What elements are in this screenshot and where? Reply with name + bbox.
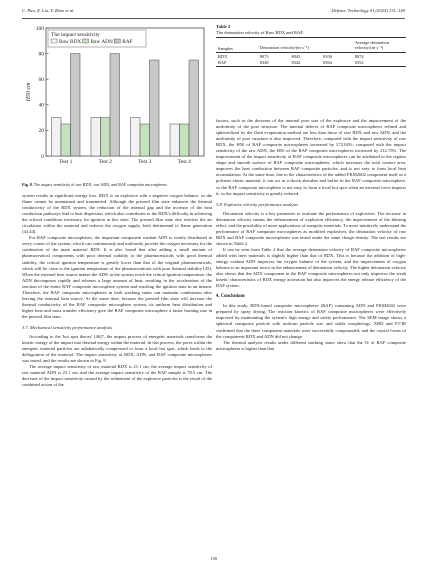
figure-caption-text: The impact sensitivity of raw RDX, raw ADN, and RAF composite microspheres.	[33, 182, 168, 187]
legend-swatch	[83, 39, 89, 43]
table-row	[216, 60, 406, 67]
bar-raw-adn	[101, 118, 111, 156]
table-cell: 8073	[259, 53, 269, 59]
left-column	[22, 193, 212, 388]
legend-swatch	[114, 39, 120, 43]
table-cell: 8348	[259, 60, 269, 66]
running-header	[22, 8, 405, 18]
legend-label: RAF	[122, 38, 133, 45]
figure-8	[22, 22, 210, 182]
legend-label: Raw RDX	[59, 38, 82, 45]
table-cell: 8344	[291, 60, 301, 66]
figure-caption-label: Fig. 8.	[22, 182, 33, 187]
x-tick-label: Test 2	[98, 159, 112, 165]
bar-raw-rdx	[170, 124, 180, 156]
bar-raw-adn	[180, 124, 190, 156]
table-header-sample: Samples	[218, 45, 233, 51]
table-cell: RDX	[218, 53, 228, 59]
bar-raw-rdx	[91, 118, 101, 156]
page-number: 138	[210, 556, 217, 561]
legend-label: Raw ADN	[90, 38, 113, 45]
table-cell: RAF	[218, 60, 227, 66]
bar-raw-rdx	[131, 118, 141, 156]
header-authors: C. Pan, Z. Liu, Y. Zhao et al.	[22, 8, 75, 13]
table-cell: 8352	[354, 60, 364, 66]
paragraph: factors, such as the decrease of the internal pore size of the explosive and the improvement of the uniformity of the pore structure. The internal defects of RAF composite microspheres refined and spheroidized by the flash evaporation method are less than those of raw RDX and raw ADN, and the uniformity of pore structure is also improved. Therefore, compared with the impact sensitivity of raw RDX, the H50 of RAF composite microspheres increased by 272.04%; compared with the impact sensitivity of the raw ADN, the H50 of the RAF composite microspheres increased by 212.75%. The improvement of the impact sensitivity of RAF composite microspheres can be attributed to the regular shape and smooth surface of RAF composite microspheres, which increases the total contact area, improves the heat conduction between RAF composite particles, and is not easy to form local heat accumulation. At the same time, due to the characteristics of the added FKM2602 component itself as a polymer elastic material, it can act as a shock absorber and buffer in the RAF composite microsphere, so the RAF composite microsphere is not easy to form a local hot spot when an external force impacts it, so the impact sensitivity is greatly reduced.	[216, 118, 406, 196]
bar-raw-adn	[61, 124, 71, 156]
bar-raf	[189, 60, 199, 156]
paragraph: The average impact sensitivity of raw material RDX is 21.1 cm, the average impact sensitivity of raw material ADN is 25.1 cm, and the average impact sensitivity of the RAF sample is 78.5 cm. The decrease of the impact sensitivity caused by the refinement of the explosive particles is the result of the combined action of the	[22, 364, 212, 388]
y-tick-label: 20	[38, 128, 44, 135]
table-title-text: The detonation velocity of Raw RDX and RAF.	[216, 29, 304, 35]
table-cell: 8074	[354, 53, 364, 59]
legend-swatch	[51, 39, 57, 43]
section-heading-4: 4. Conclusions	[216, 294, 245, 300]
table-cell: 8043	[291, 53, 301, 59]
bar-raf	[71, 54, 81, 156]
section-heading-3-7: 3.7. Mechanical sensitivity performance analysis	[22, 324, 113, 330]
y-tick-label: 100	[35, 25, 44, 32]
table-label: Table 2	[216, 24, 231, 29]
paragraph: According to the 'hot spot theory' [46]7, the impact process of energetic materials transforms the kinetic energy of the impact into thermal energy within the material. In this process, the pores within the energetic material particles are adiabatically compressed to form a local hot spot, which leads to the deflagration of the material. The impact sensitivity of RDX, ADN, and RAF composite microspheres was tested, and the results are shown in Fig. 8.	[22, 334, 212, 364]
y-tick-label: 60	[38, 77, 44, 83]
bar-raf	[150, 60, 160, 156]
table-title	[216, 24, 406, 35]
table-header-velocity: Detonation velocity/(m·s⁻¹)	[259, 44, 309, 50]
y-tick-label: 0	[41, 153, 44, 160]
x-tick-label: Test 4	[177, 159, 191, 165]
paragraph: The thermal analysis results under different stacking states show that the Te of RAF composite microspheres is higher than that	[216, 339, 406, 351]
x-tick-label: Test 1	[59, 159, 73, 165]
x-tick-label: Test 3	[138, 159, 152, 165]
y-axis-label: H50 cm	[26, 82, 32, 102]
section-heading-3-8: 3.8. Explosive velocity performance analysis	[216, 201, 299, 207]
table-header-average: Average detonation velocity/(m·s⁻¹)	[354, 39, 389, 50]
y-tick-label: 80	[38, 51, 44, 58]
y-tick-label: 40	[38, 102, 44, 109]
bar-raf	[110, 54, 120, 156]
impact-sensitivity-chart	[22, 22, 210, 172]
header-rule	[22, 18, 405, 19]
table-row	[216, 53, 406, 60]
header-journal: Defence Technology 41 (2025) 131–140	[331, 8, 405, 13]
detonation-velocity-table	[216, 37, 406, 67]
paragraph: In this study, RDX-based composite microspheres (RAF) containing ADN and FKM2602 were prepared by spray drying. The reaction kinetics of RAF composite microspheres were effectively improved by maintaining the system's high energy and safety performance. The SEM image shows a spherical composite particle with uniform particle size and stable morphology. XRD and FT-IR confirmed that the three component materials were successfully compounded, and the crystal forms of the components RDX and ADN did not change.	[216, 303, 406, 339]
bar-raw-adn	[140, 124, 150, 156]
bar-raw-rdx	[52, 118, 62, 156]
table-cell: 8106	[323, 53, 332, 59]
paragraph: For RAF composite microspheres, the important component oxidant ADN is evenly distributed in every corner of the system, which can continuously and uniformly provide the oxygen necessary for the combustion of the main material RDX. It is also found that after adding a small amount of pharmaceutical components with poor thermal stability to the pharmaceuticals with good thermal stability, the critical ignition temperature is greatly lower than that of the original pharmaceuticals, which will be close to the ignition temperature of the pharmaceuticals with poor thermal stability [45]. When the external heat source makes the ADN in the system reach the critical ignition temperature, the ADN decomposes rapidly and releases a large amount of heat, resulting in the acceleration of the reaction of the entire RAF composite microsphere system and reaching the ignition state in an instant. Therefore, the RAF composite microspheres in both stacking states can maintain combustion after leaving the external heat source. At the same time, because the pressed film state will increase the thermal conductivity of the RAF composite microsphere system, its uniform heat distribution and higher heat and mass transfer efficiency give the RAF composite microsphere a faster burning rate in the pressed film state.	[22, 235, 212, 319]
table-2	[216, 24, 406, 67]
paragraph: It can be seen from Table 2 that the average detonation velocity of RAF composite microspheres added with inert materials is slightly higher than that of RDX. This is because the addition of high-energy oxidant ADN improves the oxygen balance of the system, and the improvement of oxygen balance is an important factor in the enhancement of detonation velocity. The higher detonation velocity also shows that the ADN component in the RAF composite microspheres not only improves the weak kinetic characteristics of RDX energy activation but also improves the energy release efficiency of the RAF system.	[216, 246, 406, 289]
paragraph: system results in significant energy loss. RDX is an explosive with a negative oxygen balance, so the flame cannot be maintained and transmitted. Although the pressed film state enhances the thermal conductivity of the RDX system, the reduction of the internal gap and the increase of the heat conduction pathways lead to heat dispersion, which also contributes to the RDX's difficulty in achieving the critical conditions necessary for ignition in this state. The pressed film state also restricts the air circulation within the material and reduces the oxygen supply, both detrimental to flame generation [43,44].	[22, 193, 212, 235]
table-cell: 8364	[323, 60, 332, 66]
right-column	[216, 118, 406, 352]
figure-caption	[22, 182, 212, 187]
chart-title: The impact sensitivity	[51, 32, 100, 38]
paragraph: Detonation velocity is a key parameter to evaluate the performance of explosives. The increase in detonation velocity means the enhancement of explosion efficiency, the improvement of the blasting effect, and the possibility of more applications of energetic materials. To more intuitively understand the performance of RAF composite microspheres as modified explosives, the detonation velocity of raw RDX and RAF composite microspheres was tested under the same charge density. The test results are shown in Table 2.	[216, 210, 406, 246]
